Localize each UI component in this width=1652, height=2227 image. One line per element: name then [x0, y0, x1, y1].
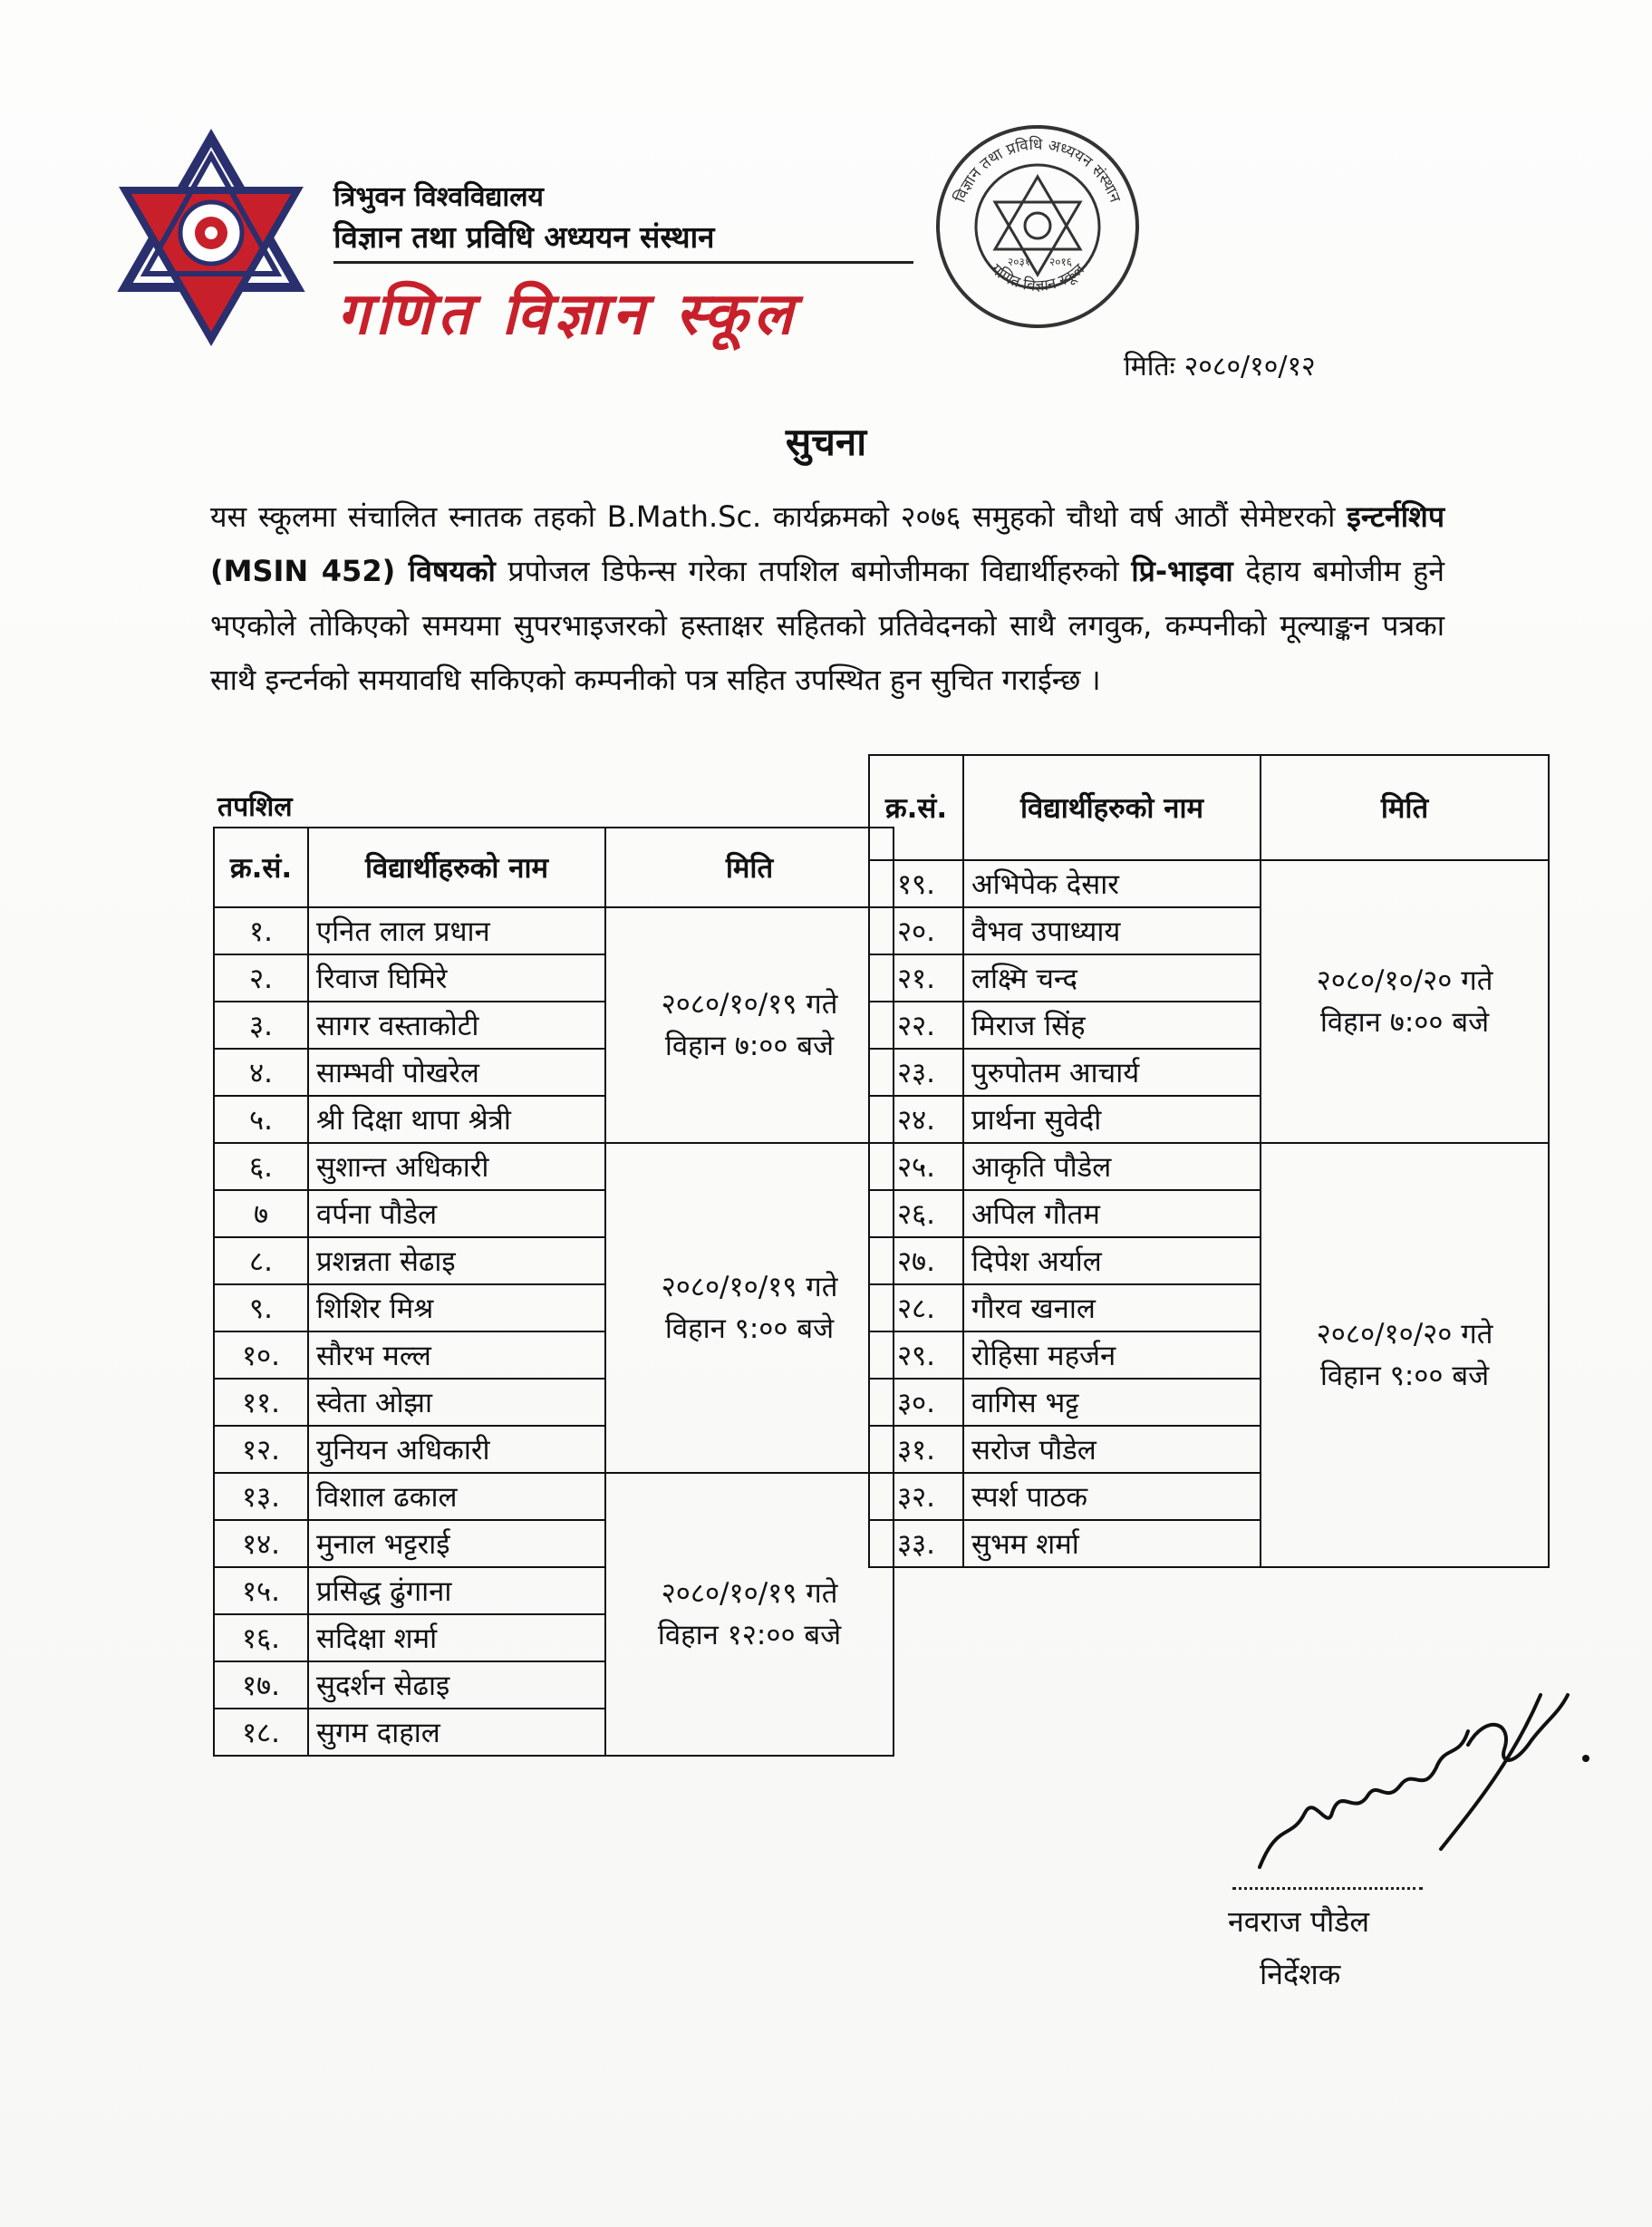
row-name: लक्ष्मि चन्द — [963, 954, 1261, 1002]
institute-seal-icon — [924, 113, 1151, 340]
header-name: विद्यार्थीहरुको नाम — [963, 755, 1261, 860]
slot-cell — [605, 1143, 894, 1473]
row-name: सागर वस्ताकोटी — [308, 1002, 605, 1049]
row-name: गौरव खनाल — [963, 1284, 1261, 1331]
tu-logo-icon — [116, 129, 306, 346]
para-text-3: देहाय बमोजीम हुने भएकोले तोकिएको समयमा सुपरभाइजरको हस्ताक्षर सहितको प्रतिवेदनको साथै लगवुक, कम्पनीको मूल्याङ्कन पत्रका साथै इन्टर्नको समयावधि सकिएको कम्पनीको पत्र सहित उपस्थित हुन सुचित गराईन्छ । — [210, 554, 1444, 697]
row-sn: १८. — [214, 1709, 308, 1756]
school-name: गणित विज्ञान स्कूल — [337, 280, 798, 348]
slot-time: विहान ७:०० बजे — [664, 1030, 835, 1062]
row-name: अभिपेक देसार — [963, 860, 1261, 907]
table-row — [214, 907, 894, 954]
header-sn: क्र.सं. — [214, 828, 308, 907]
row-sn: १. — [214, 907, 308, 954]
slot-date: २०८०/१०/१९ गते — [661, 1577, 838, 1610]
row-name: स्पर्श पाठक — [963, 1473, 1261, 1520]
row-sn: २८. — [869, 1284, 963, 1331]
row-sn: ३. — [214, 1002, 308, 1049]
row-sn: १३. — [214, 1473, 308, 1520]
para-text-2: प्रपोजल डिफेन्स गरेका तपशिल बमोजीमका विद्यार्थीहरुको — [495, 554, 1132, 588]
slot-cell — [605, 1473, 894, 1756]
row-name: प्रार्थना सुवेदी — [963, 1096, 1261, 1143]
row-sn: ६. — [214, 1143, 308, 1190]
slot-time: विहान १२:०० बजे — [657, 1619, 842, 1651]
row-sn: २९. — [869, 1331, 963, 1379]
slot-date: २०८०/१०/२० गते — [1316, 1318, 1493, 1351]
institute-name: विज्ञान तथा प्रविधि अध्ययन संस्थान — [333, 219, 715, 255]
row-name: रोहिसा महर्जन — [963, 1331, 1261, 1379]
row-sn: १६. — [214, 1614, 308, 1661]
svg-text:विज्ञान तथा प्रविधि अध्ययन संस: विज्ञान तथा प्रविधि अध्ययन संस्थान — [951, 135, 1125, 206]
row-name: सरोज पौडेल — [963, 1426, 1261, 1473]
slot-date: २०८०/१०/१९ गते — [661, 1271, 838, 1303]
slot-time: विहान ९:०० बजे — [1319, 1360, 1490, 1392]
row-name: अपिल गौतम — [963, 1190, 1261, 1237]
signature-line — [1232, 1887, 1423, 1890]
row-sn: ९. — [214, 1284, 308, 1331]
header-sn: क्र.सं. — [869, 755, 963, 860]
row-name: प्रसिद्ध ढुंगाना — [308, 1567, 605, 1614]
slot-time: विहान ९:०० बजे — [664, 1312, 835, 1345]
row-sn: २६. — [869, 1190, 963, 1237]
row-name: वर्पना पौडेल — [308, 1190, 605, 1237]
row-sn: १५. — [214, 1567, 308, 1614]
row-sn: ३२. — [869, 1473, 963, 1520]
header-date: मिति — [1261, 755, 1549, 860]
row-name: दिपेश अर्याल — [963, 1237, 1261, 1284]
row-sn: ११. — [214, 1379, 308, 1426]
row-name: पुरुपोतम आचार्य — [963, 1049, 1261, 1096]
date-label: मितिः — [1124, 351, 1175, 382]
row-name: वैभव उपाध्याय — [963, 907, 1261, 954]
svg-text:गणित विज्ञान स्कूल: गणित विज्ञान स्कूल — [987, 260, 1088, 295]
svg-text:२०१६: २०१६ — [1049, 256, 1072, 268]
row-sn: ५. — [214, 1096, 308, 1143]
signatory-name: नवराज पौडेल — [1228, 1904, 1370, 1939]
svg-text:२०३१: २०३१ — [1008, 256, 1030, 268]
details-label: तपशिल — [217, 791, 293, 823]
university-name: त्रिभुवन विश्वविद्यालय — [333, 181, 544, 213]
row-sn: १४. — [214, 1520, 308, 1567]
row-sn: ३१. — [869, 1426, 963, 1473]
table-row — [869, 860, 1549, 907]
header-date: मिति — [605, 828, 894, 907]
slot-date: २०८०/१०/२० गते — [1316, 964, 1493, 997]
row-name: एनित लाल प्रधान — [308, 907, 605, 954]
para-text-1: यस स्कूलमा संचालित स्नातक तहको B.Math.Sc. कार्यक्रमको २०७६ समुहको चौथो वर्ष आठौं सेमेष्टरको — [210, 499, 1348, 534]
row-sn: ३०. — [869, 1379, 963, 1426]
row-name: सुदर्शन सेढाइ — [308, 1661, 605, 1709]
row-sn: १२. — [214, 1426, 308, 1473]
row-name: विशाल ढकाल — [308, 1473, 605, 1520]
row-sn: २०. — [869, 907, 963, 954]
schedule-table-left — [213, 827, 894, 1757]
row-sn: २४. — [869, 1096, 963, 1143]
slot-date: २०८०/१०/१९ गते — [661, 988, 838, 1021]
row-name: सुशान्त अधिकारी — [308, 1143, 605, 1190]
row-sn: २. — [214, 954, 308, 1002]
row-name: प्रशन्नता सेढाइ — [308, 1237, 605, 1284]
slot-cell — [605, 907, 894, 1143]
row-name: सुभम शर्मा — [963, 1520, 1261, 1567]
row-name: सदिक्षा शर्मा — [308, 1614, 605, 1661]
para-bold-previva: प्रि-भाइवा — [1131, 554, 1233, 588]
row-sn: २७. — [869, 1237, 963, 1284]
notice-title: सुचना — [785, 420, 867, 464]
row-name: वागिस भट्ट — [963, 1379, 1261, 1426]
row-name: श्री दिक्षा थापा श्रेत्री — [308, 1096, 605, 1143]
row-sn: २२. — [869, 1002, 963, 1049]
row-sn: १७. — [214, 1661, 308, 1709]
header-divider — [333, 261, 913, 264]
slot-cell — [1261, 1143, 1549, 1567]
row-name: मुनाल भट्टराई — [308, 1520, 605, 1567]
slot-cell — [1261, 860, 1549, 1143]
row-sn: २५. — [869, 1143, 963, 1190]
signatory-title: निर्देशक — [1260, 1957, 1341, 1991]
row-sn: २३. — [869, 1049, 963, 1096]
row-name: रिवाज घिमिरे — [308, 954, 605, 1002]
notice-paragraph — [210, 489, 1444, 707]
row-sn: ३३. — [869, 1520, 963, 1567]
table-row — [214, 1473, 894, 1520]
schedule-table-right — [868, 754, 1550, 1568]
row-sn: ७ — [214, 1190, 308, 1237]
row-name: साम्भवी पोखरेल — [308, 1049, 605, 1096]
table-row — [214, 1143, 894, 1190]
row-sn: २१. — [869, 954, 963, 1002]
row-sn: १०. — [214, 1331, 308, 1379]
notice-date — [1124, 346, 1316, 383]
table-row — [869, 1143, 1549, 1190]
date-value: २०८०/१०/१२ — [1183, 351, 1316, 382]
para-bold-subject: इन्टर्नशिप (MSIN 452) विषयको — [210, 499, 1444, 588]
row-name: शिशिर मिश्र — [308, 1284, 605, 1331]
row-name: युनियन अधिकारी — [308, 1426, 605, 1473]
row-name: स्वेता ओझा — [308, 1379, 605, 1426]
header-name: विद्यार्थीहरुको नाम — [308, 828, 605, 907]
row-sn: ८. — [214, 1237, 308, 1284]
row-name: मिराज सिंह — [963, 1002, 1261, 1049]
slot-time: विहान ७:०० बजे — [1319, 1006, 1490, 1039]
signature-icon — [1241, 1659, 1622, 1894]
row-sn: १९. — [869, 860, 963, 907]
row-name: सुगम दाहाल — [308, 1709, 605, 1756]
row-name: आकृति पौडेल — [963, 1143, 1261, 1190]
row-sn: ४. — [214, 1049, 308, 1096]
row-name: सौरभ मल्ल — [308, 1331, 605, 1379]
